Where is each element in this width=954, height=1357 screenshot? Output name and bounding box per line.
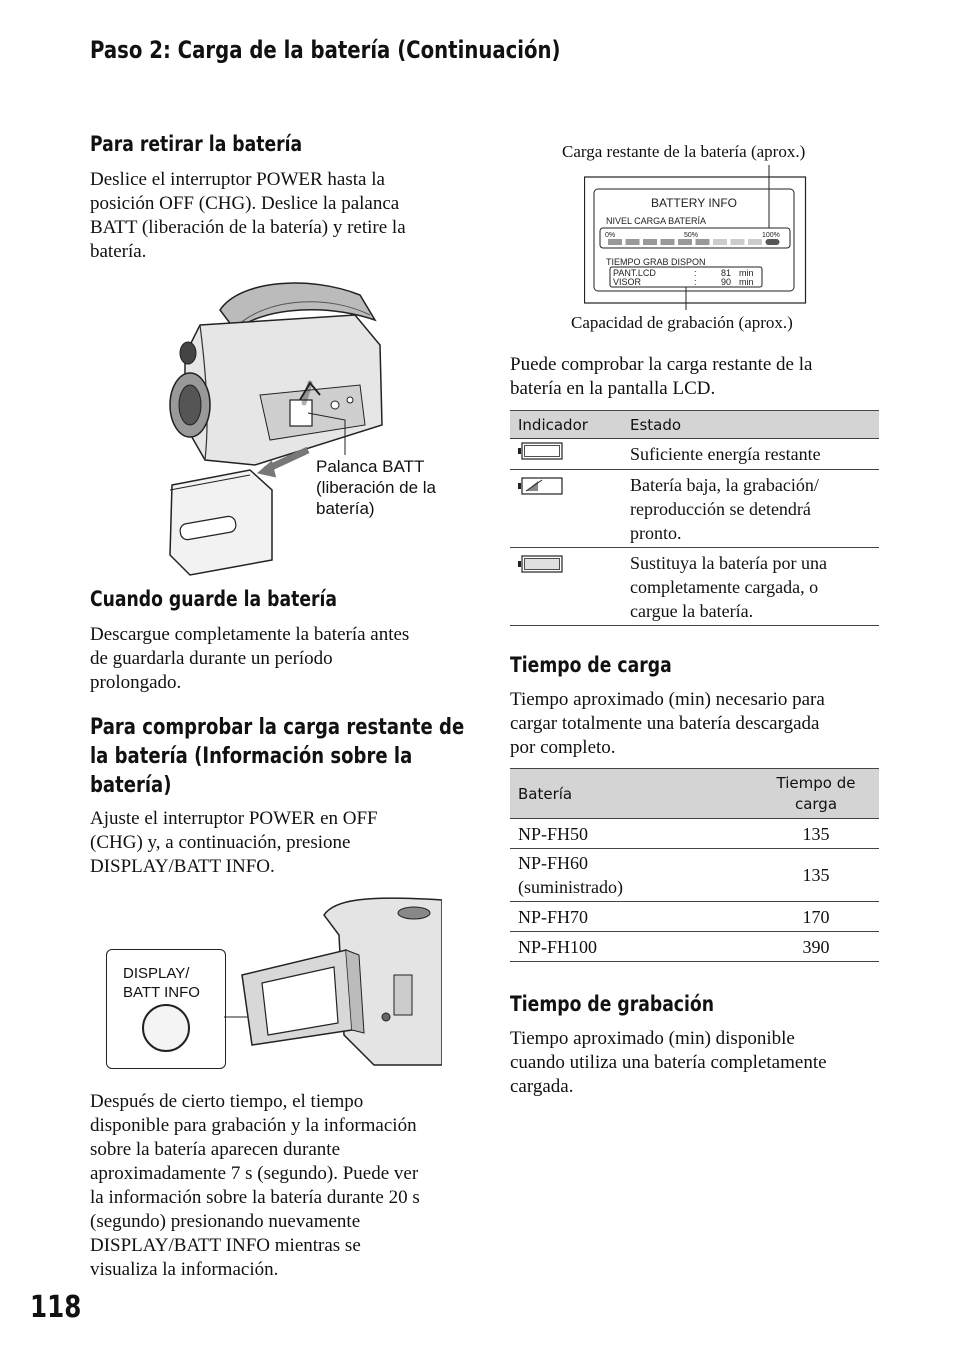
text-line: batería en la pantalla LCD. <box>510 378 716 399</box>
indicator-cell <box>510 439 622 470</box>
text-line: de guardarla durante un período <box>90 648 333 669</box>
battery-line: NP-FH70 <box>518 906 589 927</box>
battery-low-icon <box>518 476 566 496</box>
battery-level-segment <box>678 239 692 245</box>
battery-cell <box>510 902 753 932</box>
table-header-row <box>510 411 879 439</box>
text-line: Tiempo aproximado (min) disponible <box>510 1028 795 1049</box>
lcd-row-visor-unit: min <box>739 277 754 287</box>
state-line: Sustituya la batería por una <box>630 552 827 573</box>
lcd-row-lcd-sep: : <box>694 268 697 278</box>
text-line: BATT (liberación de la batería) y retire la <box>90 217 406 238</box>
lcd-row-visor-sep: : <box>694 277 697 287</box>
text-line: disponible para grabación y la información <box>90 1115 417 1136</box>
lcd-row-visor-name: VISOR <box>613 277 642 287</box>
display-batt-info-callout-box <box>106 949 226 1069</box>
text-line: sobre la batería aparecen durante <box>90 1139 341 1160</box>
battery-level-segment <box>713 239 727 245</box>
text-line: batería. <box>90 241 147 262</box>
page-number: 118 <box>30 1290 82 1325</box>
text-line: Tiempo aproximado (min) necesario para <box>510 689 825 710</box>
battery-level-segment <box>661 239 675 245</box>
text-line: (segundo) presionando nuevamente <box>90 1211 361 1232</box>
state-line: Batería baja, la grabación/ <box>630 474 819 495</box>
heading-grabacion: Tiempo de grabación <box>510 992 715 1016</box>
lcd-time-label: TIEMPO GRAB DISPON <box>606 257 706 267</box>
text-puede <box>510 353 890 401</box>
battery-level-segment <box>643 239 657 245</box>
text-line: Puede comprobar la carga restante de la <box>510 354 813 375</box>
heading-line: batería) <box>90 773 172 798</box>
battery-full-icon <box>518 441 566 461</box>
table-row <box>510 548 879 626</box>
battery-level-segment <box>696 239 710 245</box>
header-indicador: Indicador <box>510 411 622 439</box>
battery-cell <box>510 819 753 849</box>
state-line: reproducción se detendrá <box>630 498 811 519</box>
heading-carga: Tiempo de carga <box>510 653 672 677</box>
label-line: BATT INFO <box>123 984 200 1001</box>
state-line: cargue la batería. <box>630 600 754 621</box>
indicator-cell <box>510 470 622 548</box>
text-line: cuando utiliza una batería completamente <box>510 1052 827 1073</box>
lcd-level-label: NIVEL CARGA BATERÍA <box>606 216 707 226</box>
header-tiempo-carga <box>753 769 879 819</box>
state-line: completamente cargada, o <box>630 576 819 597</box>
state-line: Suficiente energía restante <box>630 444 821 464</box>
header-line: carga <box>794 794 838 813</box>
table-row <box>510 902 879 932</box>
table-header-row <box>510 769 879 819</box>
text-line: la información sobre la batería durante 20 s <box>90 1187 420 1208</box>
text-line: por completo. <box>510 737 616 758</box>
text-line: (CHG) y, a continuación, presione <box>90 832 351 853</box>
text-line: prolongado. <box>90 672 182 693</box>
battery-level-segment <box>608 239 622 245</box>
battery-line: (suministrado) <box>518 877 623 897</box>
display-batt-info-label <box>123 964 200 1002</box>
callout-line: Palanca BATT <box>316 457 425 476</box>
lcd-row-lcd-name: PANT.LCD <box>613 268 656 278</box>
display-batt-info-button-icon <box>142 1004 190 1052</box>
text-line: Descargue completamente la batería antes <box>90 624 410 645</box>
text-retirar <box>90 168 470 264</box>
battery-level-segment <box>626 239 640 245</box>
table-row <box>510 849 879 902</box>
lcd-caption-top: Carga restante de la batería (aprox.) <box>562 142 806 161</box>
state-cell <box>622 439 879 470</box>
text-comprobar <box>90 807 470 879</box>
battery-level-segment <box>766 239 780 245</box>
text-line: Después de cierto tiempo, el tiempo <box>90 1091 364 1112</box>
lcd-caption-bottom: Capacidad de grabación (aprox.) <box>571 313 793 332</box>
table-row <box>510 470 879 548</box>
indicator-table <box>510 410 879 626</box>
lcd-panel-illustration <box>224 895 442 1070</box>
battery-line: NP-FH100 <box>518 936 598 957</box>
header-line: Tiempo de <box>776 773 856 792</box>
lcd-scale-50: 50% <box>684 232 699 239</box>
batt-lever-callout <box>316 456 436 519</box>
text-line: Ajuste el interruptor POWER en OFF <box>90 808 378 829</box>
battery-level-segment <box>748 239 762 245</box>
camcorder-battery-illustration <box>160 275 400 580</box>
battery-empty-icon <box>518 554 566 574</box>
callout-line: batería) <box>316 499 375 518</box>
text-line: posición OFF (CHG). Deslice la palanca <box>90 193 400 214</box>
battery-level-segment <box>731 239 745 245</box>
text-line: cargada. <box>510 1076 574 1097</box>
lcd-title: BATTERY INFO <box>650 196 738 210</box>
battery-line: NP-FH50 <box>518 823 589 844</box>
table-row <box>510 932 879 962</box>
text-guardar <box>90 623 470 695</box>
state-cell <box>622 470 879 548</box>
callout-line: (liberación de la <box>316 478 437 497</box>
heading-comprobar <box>90 713 464 800</box>
table-row <box>510 819 879 849</box>
page-header: Paso 2: Carga de la batería (Continuación) <box>90 36 561 64</box>
text-line: cargar totalmente una batería descargada <box>510 713 820 734</box>
battery-line: NP-FH60 <box>518 853 589 873</box>
indicator-cell <box>510 548 622 626</box>
time-cell: 170 <box>753 902 879 932</box>
text-carga <box>510 688 890 760</box>
text-grabacion <box>510 1027 890 1099</box>
text-line: DISPLAY/BATT INFO mientras se <box>90 1235 361 1256</box>
time-cell: 390 <box>753 932 879 962</box>
charge-time-table <box>510 768 879 962</box>
heading-retirar: Para retirar la batería <box>90 132 303 156</box>
lcd-row-lcd-unit: min <box>739 268 754 278</box>
battery-cell <box>510 932 753 962</box>
heading-line: Para comprobar la carga restante de <box>90 715 465 740</box>
label-line: DISPLAY/ <box>123 965 190 982</box>
heading-line: la batería (Información sobre la <box>90 744 413 769</box>
state-cell <box>622 548 879 626</box>
time-cell: 135 <box>753 849 879 902</box>
lcd-row-lcd-value: 81 <box>721 268 732 278</box>
header-bateria: Batería <box>510 769 753 819</box>
state-line: pronto. <box>630 522 682 543</box>
lcd-row-visor-value: 90 <box>721 277 732 287</box>
text-despues <box>90 1090 470 1282</box>
header-estado: Estado <box>622 411 879 439</box>
text-line: Deslice el interruptor POWER hasta la <box>90 169 385 190</box>
text-line: visualiza la información. <box>90 1259 279 1280</box>
time-cell: 135 <box>753 819 879 849</box>
battery-cell <box>510 849 753 902</box>
heading-guardar: Cuando guarde la batería <box>90 587 338 611</box>
lcd-scale-0: 0% <box>605 232 616 239</box>
lcd-scale-100: 100% <box>762 232 780 239</box>
text-line: DISPLAY/BATT INFO. <box>90 856 275 877</box>
text-line: aproximadamente 7 s (segundo). Puede ver <box>90 1163 419 1184</box>
table-row <box>510 439 879 470</box>
battery-info-lcd-screen <box>584 165 808 310</box>
